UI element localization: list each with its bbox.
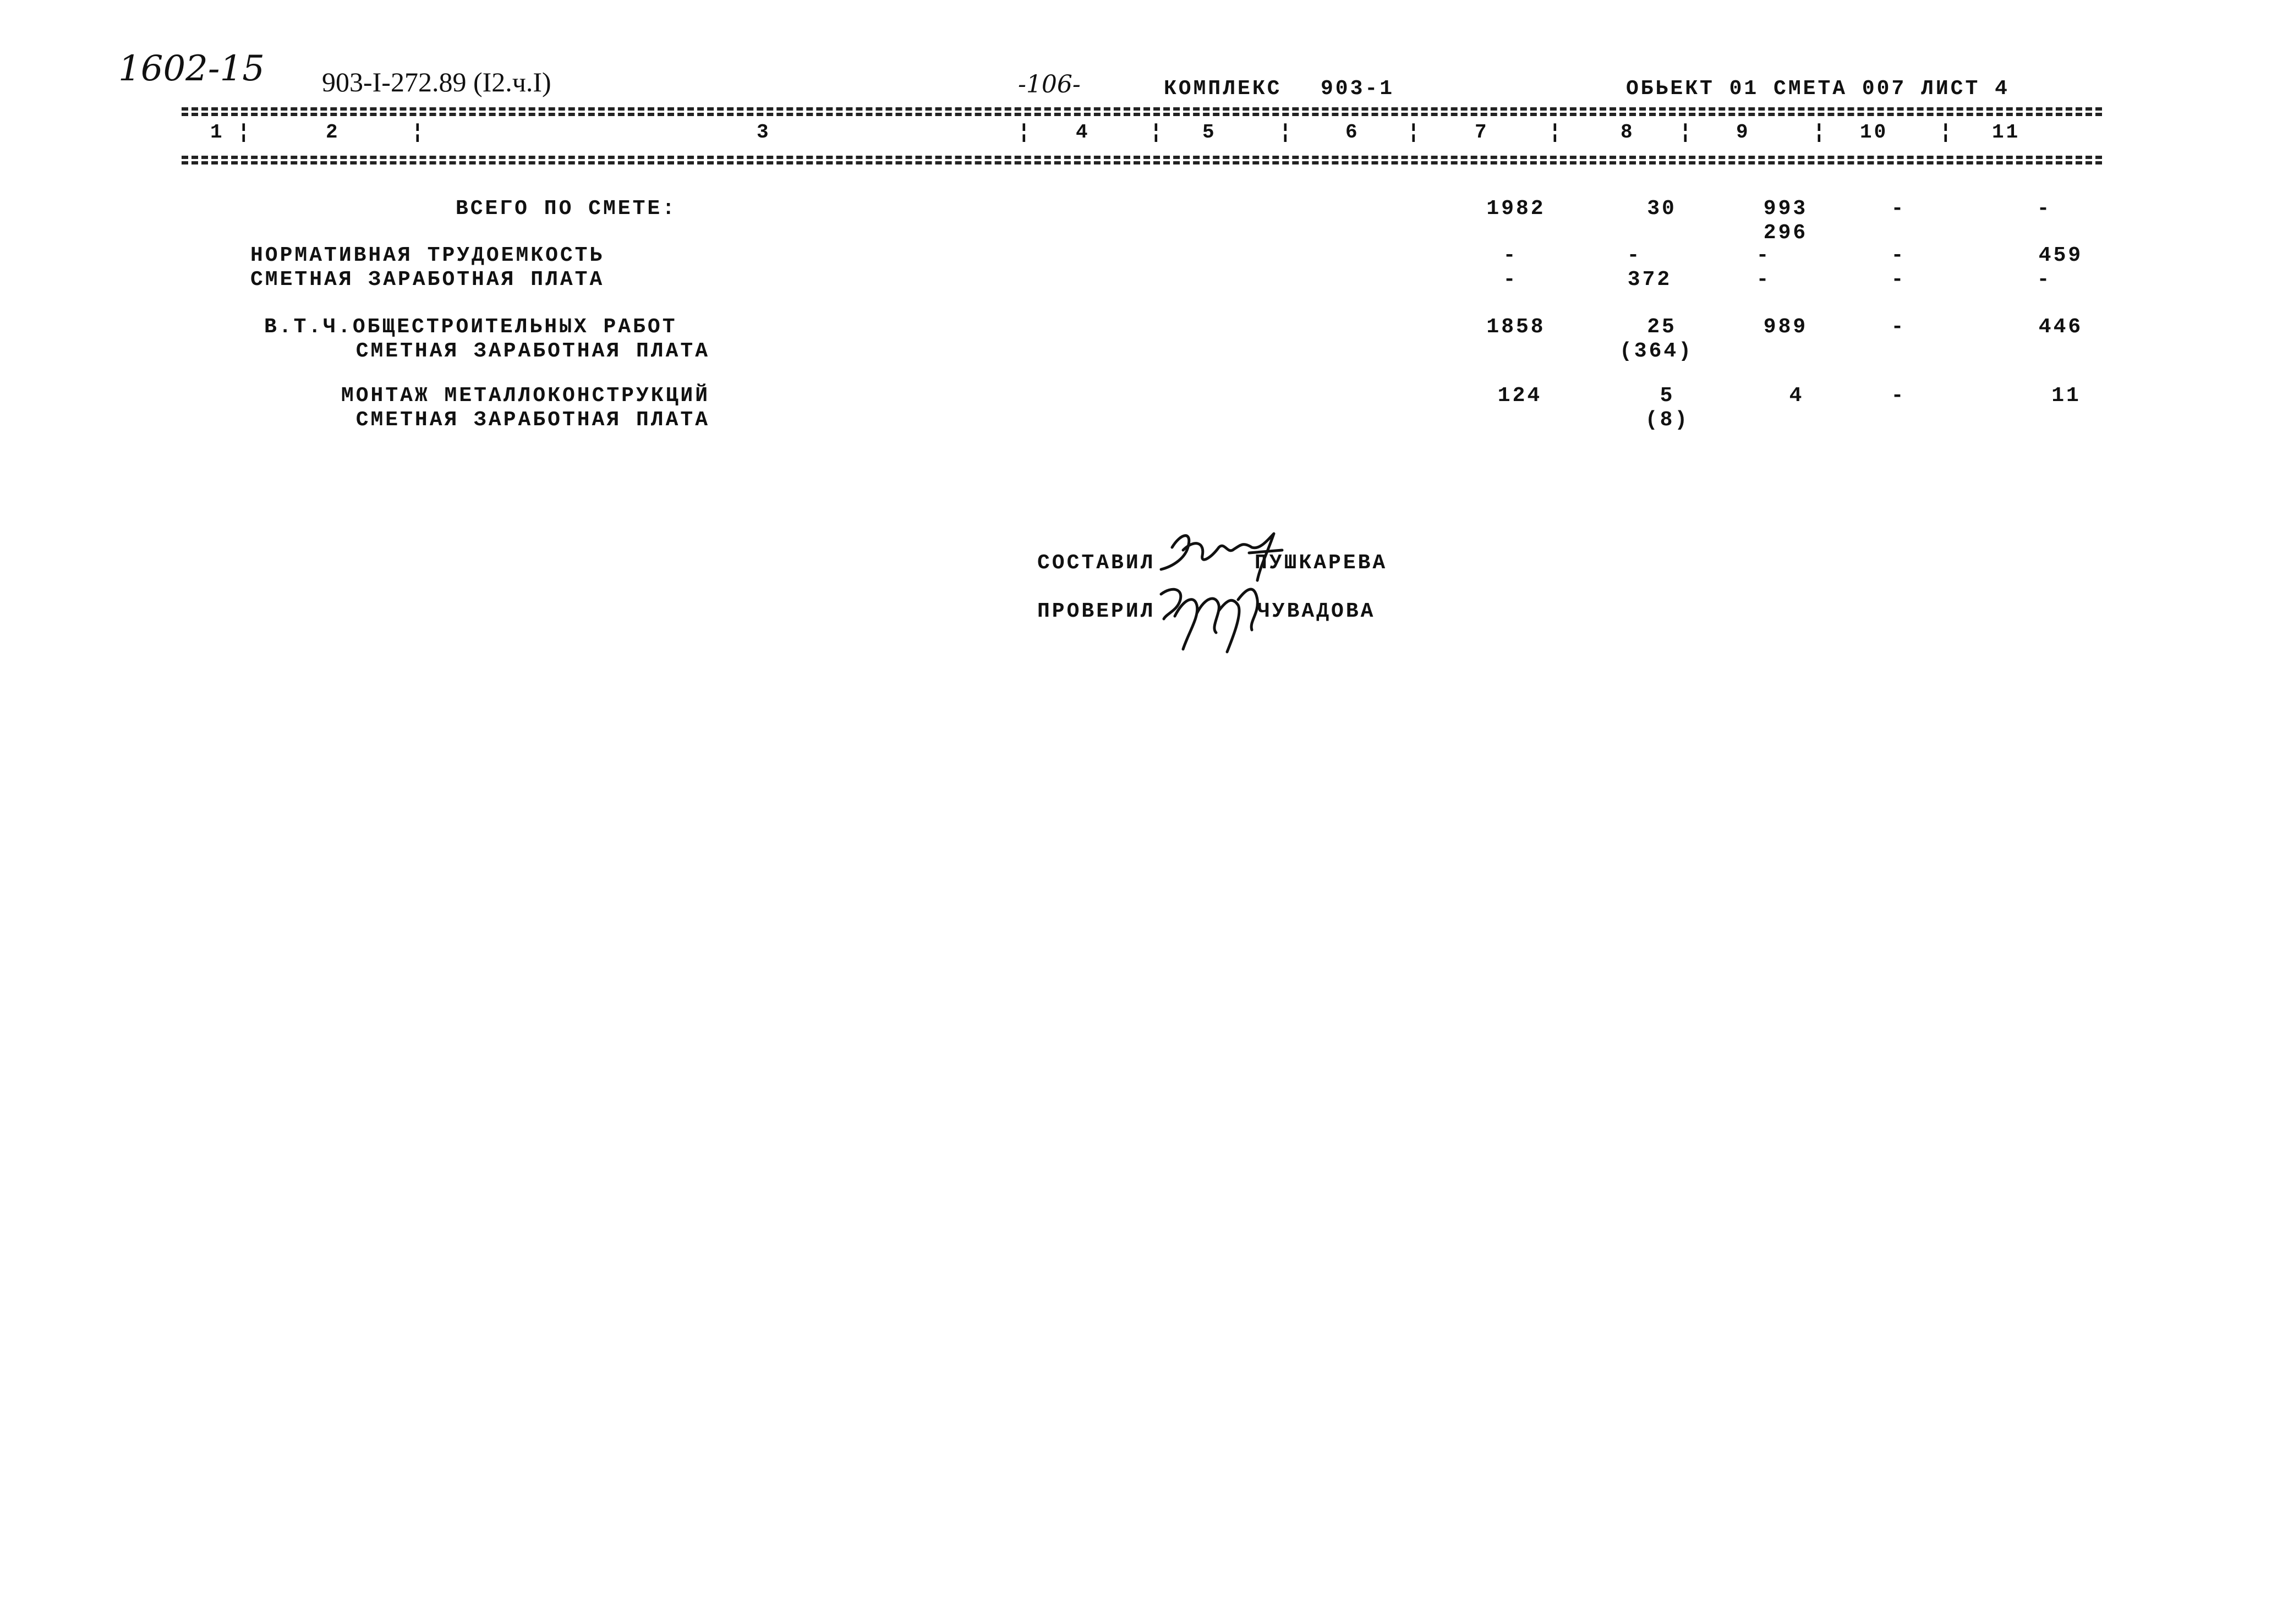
total-col8: 30: [1647, 197, 1677, 221]
handwritten-signatures: [1150, 517, 1315, 660]
metal-col8-wage: (8): [1645, 408, 1690, 432]
total-col10: -: [1891, 197, 1906, 221]
col-separator: ¦: [1279, 121, 1294, 144]
bottom-rule: [182, 156, 2102, 159]
checked-by-name: ЧУВАДОВА: [1257, 600, 1376, 623]
row-general-label: В.Т.Ч.ОБЩЕСТРОИТЕЛЬНЫХ РАБОТ: [264, 315, 677, 339]
object-line: ОБЬЕКТ 01 СМЕТА 007 ЛИСТ 4: [1626, 77, 2010, 101]
row-total-label: ВСЕГО ПО СМЕТЕ:: [455, 197, 677, 221]
row-metal-sublabel: СМЕТНАЯ ЗАРАБОТНАЯ ПЛАТА: [355, 408, 710, 432]
col-number-2: 2: [326, 121, 340, 144]
col-separator: ¦: [1940, 121, 1954, 144]
col-number-6: 6: [1345, 121, 1360, 144]
compiled-by-name: ПУШКАРЕВА: [1255, 551, 1388, 575]
col-number-9: 9: [1736, 121, 1750, 144]
general-col8: 25: [1647, 315, 1677, 339]
top-rule: [182, 107, 2102, 111]
col-number-3: 3: [757, 121, 771, 144]
wage-col7: -: [1503, 268, 1518, 292]
total-col9-second: 296: [1763, 221, 1808, 245]
metal-col8: 5: [1660, 384, 1675, 408]
row-labor-label: НОРМАТИВНАЯ ТРУДОЕМКОСТЬ: [250, 244, 605, 267]
col-number-11: 11: [1992, 121, 2021, 144]
compiled-by-label: СОСТАВИЛ: [1037, 551, 1156, 575]
row-general-sublabel: СМЕТНАЯ ЗАРАБОТНАЯ ПЛАТА: [355, 339, 710, 363]
col-separator: ¦: [1408, 121, 1422, 144]
col-separator: ¦: [1018, 121, 1032, 144]
col-number-8: 8: [1621, 121, 1635, 144]
col-separator: ¦: [1549, 121, 1563, 144]
col-separator: ¦: [1679, 121, 1694, 144]
handwritten-reference: 1602-15: [118, 48, 265, 89]
total-col7: 1982: [1486, 197, 1546, 221]
general-col9: 989: [1763, 315, 1808, 339]
col-separator: ¦: [1813, 121, 1827, 144]
col-number-10: 10: [1860, 121, 1889, 144]
wage-col8: 372: [1627, 268, 1672, 292]
metal-col10: -: [1891, 384, 1906, 408]
row-wage-label: СМЕТНАЯ ЗАРАБОТНАЯ ПЛАТА: [250, 268, 605, 292]
wage-col11: -: [2037, 268, 2052, 292]
complex-value: 903-1: [1321, 77, 1395, 101]
labor-col8: -: [1627, 244, 1642, 267]
general-col8-wage: (364): [1619, 339, 1694, 363]
top-rule-2: [182, 113, 2102, 116]
col-number-4: 4: [1076, 121, 1090, 144]
total-col11: -: [2037, 197, 2052, 221]
labor-col7: -: [1503, 244, 1518, 267]
labor-col10: -: [1891, 244, 1906, 267]
col-separator: ¦: [1150, 121, 1164, 144]
project-code: 903-I-272.89 (I2.ч.I): [322, 67, 551, 97]
general-col11: 446: [2038, 315, 2083, 339]
metal-col9: 4: [1789, 384, 1804, 408]
bottom-rule-2: [182, 161, 2102, 164]
col-number-5: 5: [1202, 121, 1217, 144]
labor-col11: 459: [2038, 244, 2083, 267]
col-number-1: 1: [210, 121, 225, 144]
wage-col10: -: [1891, 268, 1906, 292]
total-col9: 993: [1763, 197, 1808, 221]
labor-col9: -: [1756, 244, 1771, 267]
page-number: -106-: [1018, 70, 1081, 98]
col-number-7: 7: [1475, 121, 1489, 144]
general-col7: 1858: [1486, 315, 1546, 339]
row-metal-label: МОНТАЖ МЕТАЛЛОКОНСТРУКЦИЙ: [341, 384, 710, 408]
wage-col9: -: [1756, 268, 1771, 292]
col-separator: ¦: [412, 121, 426, 144]
metal-col7: 124: [1497, 384, 1542, 408]
metal-col11: 11: [2051, 384, 2081, 408]
col-separator: ¦: [238, 121, 252, 144]
checked-by-label: ПРОВЕРИЛ: [1037, 600, 1156, 623]
general-col10: -: [1891, 315, 1906, 339]
complex-label: КОМПЛЕКС: [1164, 77, 1282, 101]
